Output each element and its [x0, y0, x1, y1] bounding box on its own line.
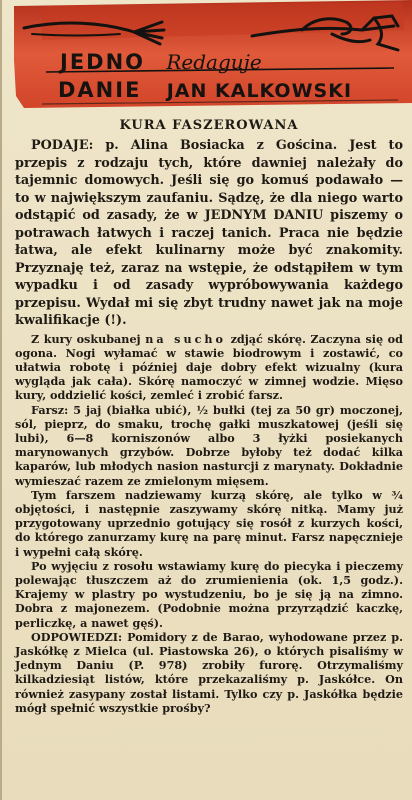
article-title: KURA FASZEROWANA	[119, 118, 299, 133]
paragraph-skin-spaced: na sucho	[145, 331, 226, 346]
lead-text: Jest to przepis z rodzaju tych, które dawniej należały do tajemnic domowych. Jeśli się go komuś podawało — to w największym zaufaniu. Sądzę, że dla niego warto odstąpić od zasady, że w JEDNYM DANIU piszemy o potrawach łatwych i raczej tanich. Praca nie będzie łatwa, ale efekt kulinarny może być znakomity. Przyznaję też, zaraz na wstępie, że odstąpiłem w tym wypadku i od zasady wypróbowywania każdego przepisu. Wydał mi się zbyt trudny nawet jak na moje kwalifikacje (!).	[15, 138, 403, 328]
paragraph-filling: Tym farszem nadziewamy kurzą skórę, ale tylko w ¾ objętości, i następnie zaszywamy skórę nitką. Mamy już przygotowany uprzednio gotujący się rosół z kurzych kości, do którego zanurzamy kurę na parę minut. Farsz napęcznieje i wypełni całą skórę.	[15, 487, 403, 559]
paragraph-stuffing: Farsz: 5 jaj (białka ubić), ½ bułki (tej za 50 gr) moczonej, sól, pieprz, do smaku, trochę gałki muszkatowej (jeśli się lubi), 6—8 korniszonów albo 3 łyżki posiekanych marynowanych grzybów. Dobrze byłoby też dodać kilka kaparów, lub młodych nasion nasturcji z marynaty. Dokładnie wymieszać razem ze zmielonym mięsem.	[15, 402, 403, 488]
answers-paragraph	[15, 630, 403, 715]
banner-author: JAN KALKOWSKI	[166, 80, 353, 102]
answers-person: p. Jaskółkę z Mielca	[15, 629, 403, 658]
paragraph-skin	[15, 332, 403, 403]
banner-word-redaguje: Redaguje	[166, 50, 262, 74]
article-lead	[15, 137, 403, 330]
answers-text-1: Pomidory z de Barao, wyhodowane przez	[127, 629, 387, 644]
banner-word-danie: DANIE	[58, 78, 142, 102]
column-banner	[2, 0, 412, 108]
answers-label: ODPOWIEDZI:	[31, 629, 123, 644]
banner-title-line-2	[58, 78, 352, 102]
lead-label: PODAJE:	[31, 138, 94, 153]
paragraph-baking: Po wyjęciu z rosołu wstawiamy kurę do piecyka i pieczemy polewając tłuszczem aż do zrumienienia (ok. 1,5 godz.). Krajemy w plastry po wystudzeniu, bo je się ją na zimno. Dobra z majonezem. (Podobnie można przyrządzić kaczkę, perliczkę, a nawet gęś).	[15, 558, 403, 630]
paragraph-skin-start: Z kury oskubanej	[31, 331, 141, 346]
banner-title-line-1	[60, 50, 262, 74]
lead-author: p. Alina Bosiacka z Gościna.	[105, 138, 338, 153]
answers-text-2: (ul. Piastowska 26), o których pisaliśmy w Jednym Daniu (P. 978) zrobiły furorę. Otrzymaliśmy kilkadziesiąt listów, które przekazaliśmy p. Jaskółce. On również zasypany został listami. Tylko czy p. Jaskółka będzie mógł spełnić wszystkie prośby?	[15, 643, 403, 715]
paragraph-skin-rest: zdjąć skórę. Zaczyna się od ogona. Nogi wyłamać w stawie biodrowym i zostawić, co ułatwia robotę i później daje dobry efekt wizualny (kura wygląda jak cała). Skórę namoczyć w zimnej wodzie. Mięso kury, oddzielić kości, zemleć i zrobić farsz.	[15, 331, 403, 403]
banner-word-jedno: JEDNO	[60, 50, 146, 74]
